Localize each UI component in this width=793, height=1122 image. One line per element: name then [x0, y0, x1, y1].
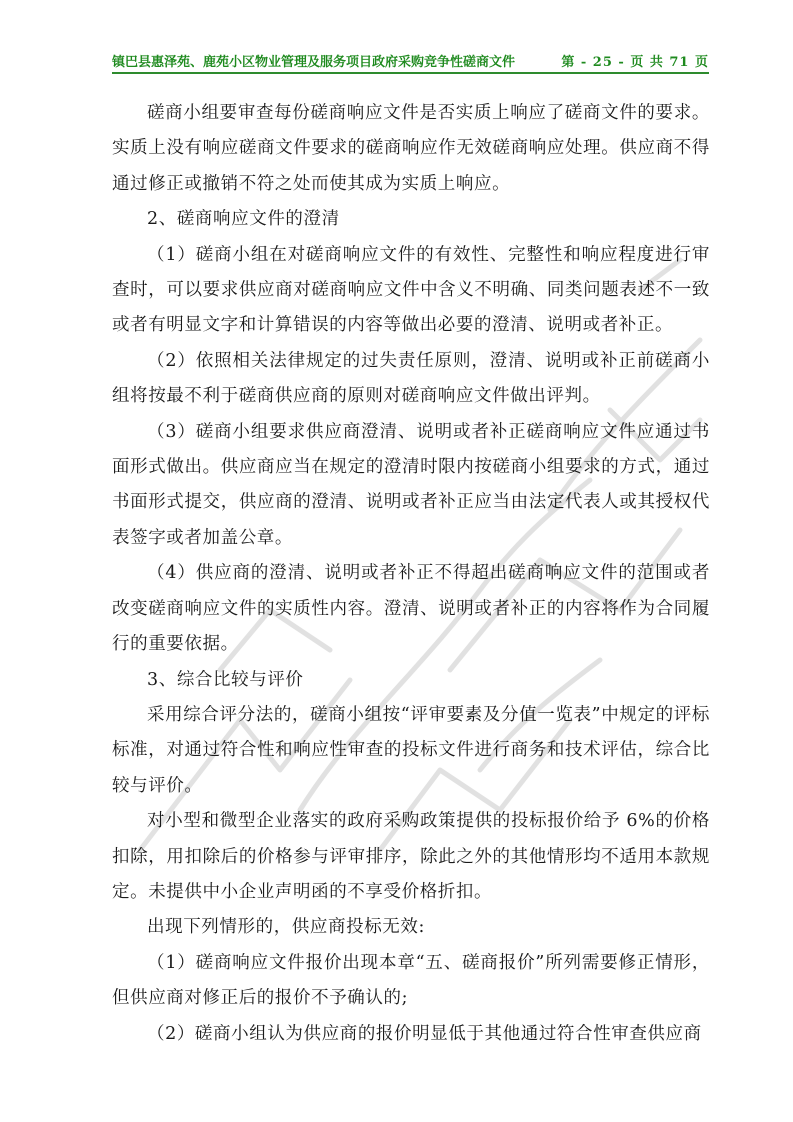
paragraph: （2）磋商小组认为供应商的报价明显低于其他通过符合性审查供应商: [147, 1023, 702, 1044]
paragraph: （1）磋商响应文件报价出现本章“五、磋商报价”所列需要修正情形，但供应商对修正后的报价不予确认的;: [112, 952, 710, 1009]
document-title: 镇巴县惠泽苑、鹿苑小区物业管理及服务项目政府采购竞争性磋商文件: [112, 55, 516, 70]
paragraph: （3）磋商小组要求供应商澄清、说明或者补正磋商响应文件应通过书面形式做出。供应商应当在规定的澄清时限内按磋商小组要求的方式，通过书面形式提交，供应商的澄清、说明或者补正应当由法定代表人或其授权代表签字或者加盖公章。: [112, 421, 710, 548]
section-heading: 3、综合比较与评价: [147, 669, 304, 690]
section-heading: 2、磋商响应文件的澄清: [147, 209, 340, 230]
paragraph: （4）供应商的澄清、说明或者补正不得超出磋商响应文件的范围或者改变磋商响应文件的实质性内容。澄清、说明或者补正的内容将作为合同履行的重要依据。: [112, 563, 710, 655]
paragraph: 出现下列情形的，供应商投标无效:: [147, 917, 425, 938]
paragraph: （2）依照相关法律规定的过失责任原则，澄清、说明或补正前磋商小组将按最不利于磋商供应商的原则对磋商响应文件做出评判。: [112, 350, 710, 407]
document-body: [112, 96, 710, 1052]
paragraph: （1）磋商小组在对磋商响应文件的有效性、完整性和响应程度进行审查时，可以要求供应商对磋商响应文件中含义不明确、同类问题表述不一致或者有明显文字和计算错误的内容等做出必要的澄清、说明或者补正。: [112, 244, 710, 336]
paragraph: 对小型和微型企业落实的政府采购政策提供的投标报价给予 6%的价格扣除，用扣除后的价格参与评审排序，除此之外的其他情形均不适用本款规定。未提供中小企业声明函的不享受价格折扣。: [112, 811, 710, 902]
page-number: 第 - 25 - 页 共 71 页: [561, 55, 709, 70]
paragraph: 采用综合评分法的，磋商小组按“评审要素及分值一览表”中规定的评标标准，对通过符合性和响应性审查的投标文件进行商务和技术评估，综合比较与评价。: [112, 704, 710, 796]
paragraph: 磋商小组要审查每份磋商响应文件是否实质上响应了磋商文件的要求。实质上没有响应磋商文件要求的磋商响应作无效磋商响应处理。供应商不得通过修正或撤销不符之处而使其成为实质上响应。: [112, 103, 710, 194]
page-header: [112, 50, 709, 74]
